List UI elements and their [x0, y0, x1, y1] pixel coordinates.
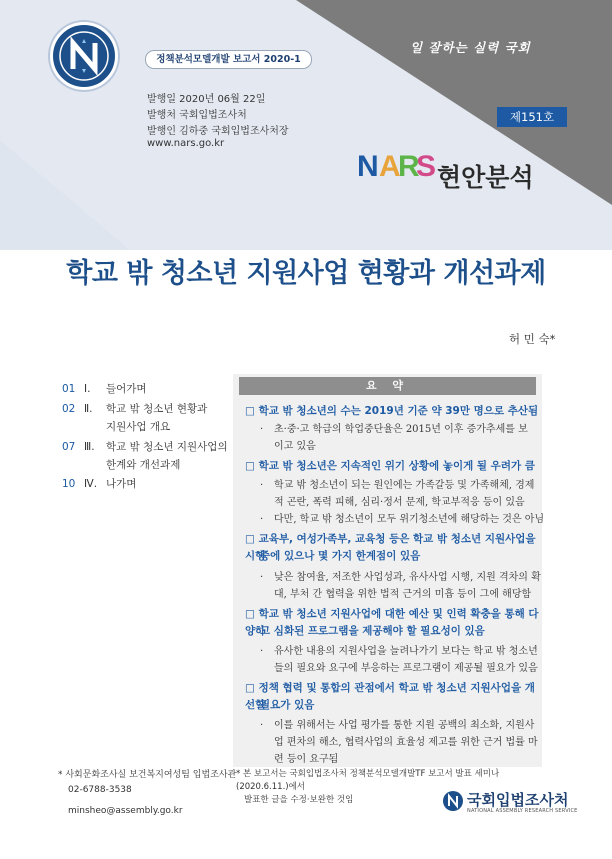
summary-point: □ 정책 협력 및 통합의 관점에서 학교 밖 청소년 지원사업을 개선할: [245, 682, 535, 711]
svg-text:A: A: [379, 150, 400, 183]
nars-logo: [357, 148, 436, 189]
summary-bullet-cont: 업 편차의 해소, 협력사업의 효율성 제고를 위한 근거 법률 마: [274, 737, 538, 748]
toc-item-continued: 지원사업 개요: [106, 421, 171, 433]
org-english-name: NATIONAL ASSEMBLY RESEARCH SERVICE: [467, 808, 578, 814]
summary-point: □ 학교 밖 청소년의 수는 2019년 기준 약 39만 명으로 추산됨: [245, 405, 539, 417]
summary-bullet: · 다만, 학교 밖 청소년이 모두 위기청소년에 해당하는 것은 아님: [260, 514, 545, 525]
summary-bullet: · 학교 밖 청소년이 되는 원인에는 가족갈등 및 가족해체, 경제: [260, 480, 535, 491]
summary-bullet: · 낮은 참여율, 저조한 사업성과, 유사사업 시행, 지원 격차의 확: [260, 572, 541, 583]
report-title: 학교 밖 청소년 지원사업 현황과 개선과제: [66, 258, 546, 289]
summary-bullet: · 유사한 내용의 지원사업을 늘려나가기 보다는 학교 밖 청소년: [260, 646, 538, 657]
toc-item[interactable]: 07 Ⅲ. 학교 밖 청소년 지원사업의: [62, 441, 228, 453]
org-name: 국회입법조사처: [467, 791, 569, 809]
summary-point: □ 교육부, 여성가족부, 교육청 등은 학교 밖 청소년 지원사업을 시행: [245, 533, 536, 562]
svg-text:S: S: [416, 150, 436, 183]
summary-point: □ 학교 밖 청소년은 지속적인 위기 상황에 놓이게 될 우려가 큼: [245, 460, 535, 472]
summary-point: □ 학교 밖 청소년 지원사업에 대한 예산 및 인력 확충을 통해 다양하: [245, 608, 539, 637]
summary-bullet-cont: 련 등이 요구됨: [274, 754, 339, 765]
toc-item[interactable]: 10 Ⅳ. 나가며: [62, 478, 137, 490]
series-name: 현안분석: [437, 163, 534, 192]
summary-bullet-cont: 대, 부처 간 협력을 위한 법적 근거의 미흡 등이 그에 해당함: [274, 589, 532, 600]
summary-bullet: · 초·중·고 학급의 학업중단율은 2015년 이후 증가추세를 보: [260, 424, 528, 435]
author-footnote: * 사회문화조사실 보건복지여성팀 입법조사관 02-6788-3538 minsheo@assembly.go.kr: [58, 768, 236, 819]
report-footnote: * 본 보고서는 국회입법조사처 정책분석모델개발TF 보고서 발표 세미나(2020.6.11.)에서 발표한 글을 수정·보완한 것임: [236, 769, 500, 805]
svg-text:R: R: [398, 150, 419, 183]
summary-point-cont: 필요가 있음: [260, 699, 315, 711]
summary-bullet: · 이를 위해서는 사업 평가를 통한 지원 공백의 최소화, 지원사: [260, 720, 535, 731]
author: 허 민 숙*: [509, 332, 556, 346]
summary-bullet-cont: 이고 있음: [274, 441, 316, 452]
toc-item-continued: 한계와 개선과제: [106, 459, 181, 471]
summary-bullet-cont: 적 곤란, 폭력 피해, 심리·정서 문제, 학교부적응 등이 있음: [274, 497, 525, 508]
author-email[interactable]: minsheo@assembly.go.kr: [68, 806, 183, 816]
publisher: 발행처 국회입법조사처: [147, 110, 247, 121]
summary-point-cont: 고 심화된 프로그램을 제공해야 할 필요성이 있음: [260, 625, 485, 637]
toc-item[interactable]: 02 Ⅱ. 학교 밖 청소년 현황과: [62, 403, 208, 415]
slogan: 일 잘하는 실력 국회: [410, 40, 531, 55]
published-date: 발행일 2020년 06월 22일: [147, 94, 266, 105]
summary-point-cont: 중에 있으나 몇 가지 한계점이 있음: [260, 550, 421, 562]
issuer: 발행인 김하중 국회입법조사처장: [147, 126, 289, 137]
summary-heading: 요 약: [239, 377, 536, 395]
summary-bullet-cont: 들의 필요와 요구에 부응하는 프로그램이 제공될 필요가 있음: [274, 663, 538, 674]
toc-item[interactable]: 01 Ⅰ. 들어가며: [62, 383, 147, 395]
issue-number: 제151호: [497, 107, 567, 127]
series-badge: 정책분석모델개발 보고서 2020-1: [145, 50, 312, 69]
website: www.nars.go.kr: [147, 138, 225, 149]
org-logo-icon: [443, 791, 463, 811]
svg-text:N: N: [357, 150, 378, 183]
assembly-logo-icon: [50, 22, 118, 90]
